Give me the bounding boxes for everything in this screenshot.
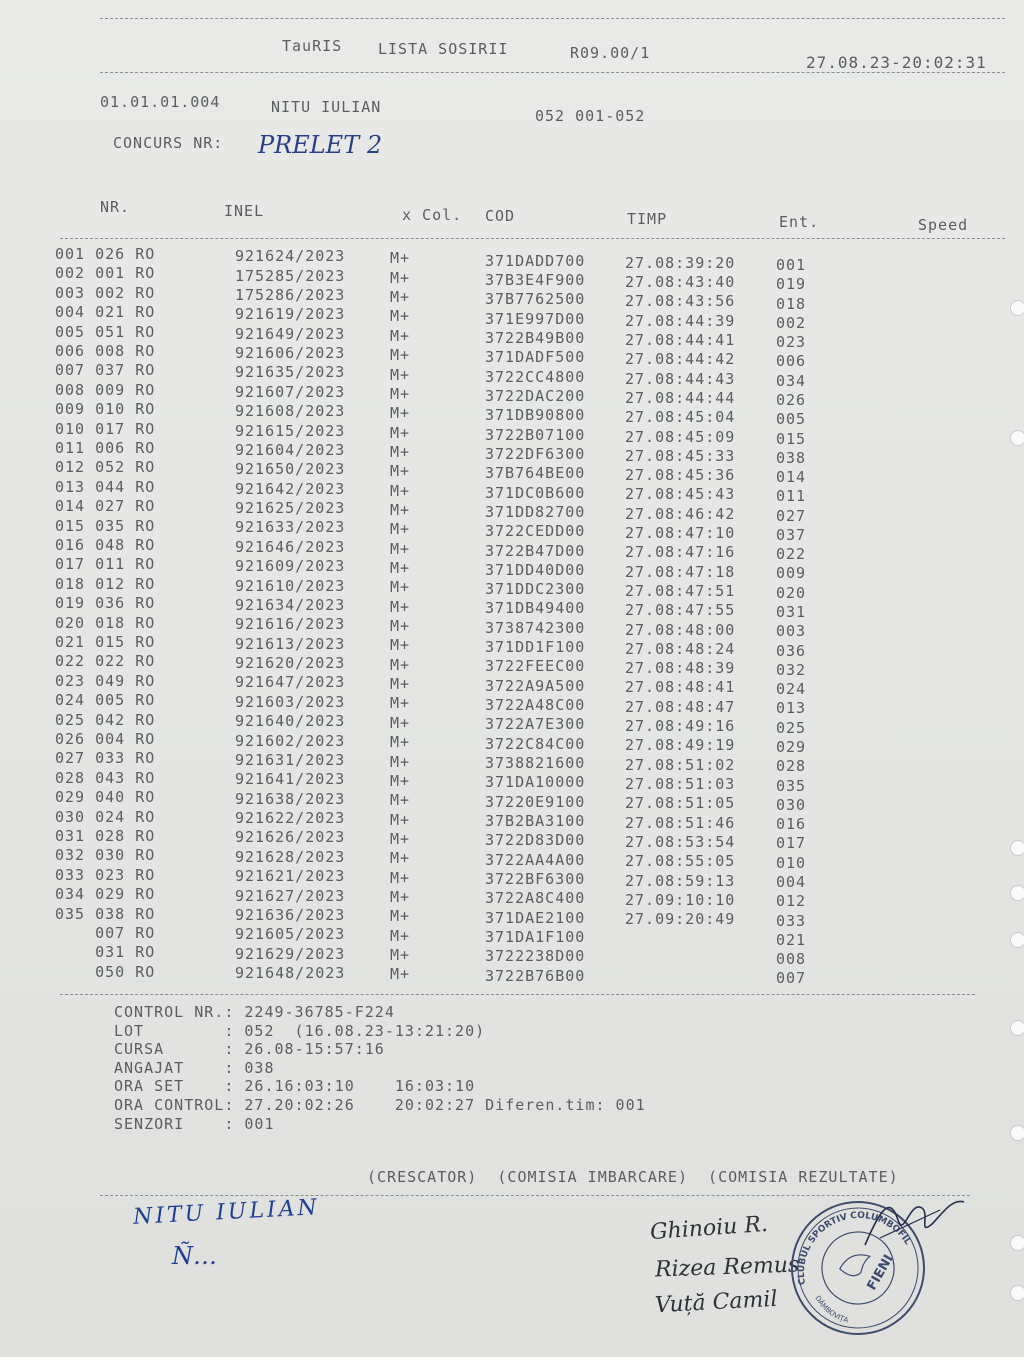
cell-cod: 371DA10000	[485, 773, 586, 792]
cell-nr: 021 015 RO	[55, 633, 156, 651]
cell-inel: 921602/2023	[235, 731, 346, 750]
cell-timp: 27.08:51:46	[625, 813, 736, 832]
cell-col: M+	[390, 829, 411, 848]
report-title: LISTA SOSIRII	[378, 40, 509, 58]
cell-timp: 27.08:59:13	[625, 871, 736, 890]
cell-timp: 27.08:44:39	[625, 311, 736, 330]
cell-ent: 011	[776, 487, 807, 506]
cell-col: M+	[390, 810, 411, 829]
table-row	[0, 652, 1000, 679]
cell-col: M+	[390, 713, 411, 732]
cell-nr: 024 005 RO	[55, 691, 156, 710]
cell-cod: 37B764BE00	[485, 464, 586, 483]
cell-inel: 921607/2023	[235, 382, 346, 401]
cell-col: M+	[390, 326, 411, 345]
cell-col: M+	[390, 752, 411, 771]
cell-col: M+	[390, 771, 411, 790]
cell-ent: 028	[776, 757, 807, 776]
control-line: ORA SET : 26.16:03:10 16:03:10	[114, 1077, 476, 1096]
divider	[100, 72, 1005, 73]
cell-nr: 014 027 RO	[55, 497, 156, 516]
cell-ent: 027	[776, 506, 807, 525]
cell-col: M+	[390, 597, 411, 616]
cell-nr: 027 033 RO	[55, 749, 156, 768]
cell-col: M+	[390, 946, 411, 965]
cell-timp: 27.09:20:49	[625, 910, 736, 929]
cell-ent: 029	[776, 738, 807, 756]
table-row	[0, 962, 1000, 988]
cell-timp: 27.09:10:10	[625, 890, 736, 909]
table-row	[0, 730, 1000, 756]
cell-inel: 921638/2023	[235, 789, 346, 808]
cell-ent: 034	[776, 371, 807, 390]
cell-cod: 371DB90800	[485, 406, 586, 425]
signature-roles: (CRESCATOR) (COMISIA IMBARCARE) (COMISIA REZULTATE)	[367, 1168, 899, 1186]
cell-col: M+	[390, 965, 411, 984]
control-line: LOT : 052 (16.08.23-13:21:20)	[114, 1021, 486, 1040]
printed-at: 27.08.23-20:02:31	[806, 53, 987, 72]
cell-timp: 27.08:44:42	[625, 350, 736, 369]
cell-col: M+	[390, 791, 411, 810]
cell-ent: 030	[776, 795, 807, 814]
cell-timp: 27.08:46:42	[625, 504, 736, 523]
cell-ent: 023	[776, 333, 807, 352]
commission-signature-2: Rizea Remus	[654, 1252, 800, 1283]
cell-cod: 37220E9100	[485, 792, 586, 811]
breeder-name-handwritten: NITU IULIAN	[132, 1195, 321, 1230]
cell-cod: 3722BF6300	[485, 870, 586, 889]
stamp-center-text: FIENI	[864, 1252, 897, 1293]
cell-cod: 3722B47D00	[485, 541, 586, 560]
cell-ent: 008	[776, 950, 807, 969]
cell-cod: 371DD1F100	[485, 638, 586, 657]
cell-ent: 012	[776, 892, 807, 911]
cell-cod: 3722B49B00	[485, 328, 586, 347]
signature-scribble	[860, 1190, 970, 1260]
cell-inel: 921640/2023	[235, 712, 346, 731]
cell-timp: 27.08:45:43	[625, 485, 736, 504]
cell-timp: 27.08:45:09	[625, 427, 736, 446]
cell-nr: 033 023 RO	[55, 865, 156, 884]
cell-ent: 010	[776, 853, 807, 872]
cell-timp: 27.08:44:43	[625, 369, 736, 388]
cell-col: M+	[390, 288, 411, 307]
cell-timp: 27.08:45:33	[625, 446, 736, 465]
cell-nr: 002 001 RO	[55, 264, 156, 283]
member-name: NITU IULIAN	[271, 98, 382, 116]
cell-inel: 921622/2023	[235, 809, 346, 828]
table-row	[0, 439, 1000, 467]
cell-col: M+	[390, 442, 411, 461]
cell-timp: 27.08:48:47	[625, 697, 736, 716]
control-line: ORA CONTROL: 27.20:02:26 20:02:27 Diferen.tim: 001	[114, 1096, 646, 1114]
cell-col: M+	[390, 694, 411, 713]
report-code: R09.00/1	[570, 44, 651, 62]
cell-inel: 921629/2023	[235, 944, 346, 963]
cell-col: M+	[390, 733, 411, 752]
pigeon-range: 052 001-052	[535, 107, 646, 125]
cell-cod: 3722238D00	[485, 947, 586, 966]
cell-ent: 017	[776, 834, 807, 853]
cell-timp: 27.08:49:16	[625, 717, 736, 736]
cell-cod: 371DADD700	[485, 251, 586, 270]
breeder-signature: Ñ…	[172, 1242, 217, 1270]
table-row	[0, 594, 1000, 622]
cell-col: M+	[390, 636, 411, 655]
cell-cod: 3722A8C400	[485, 889, 586, 908]
cell-ent: 031	[776, 603, 807, 622]
contest-label: CONCURS NR:	[113, 134, 224, 152]
cell-timp: 27.08:47:16	[625, 543, 736, 562]
cell-ent: 007	[776, 969, 807, 988]
cell-inel: 921646/2023	[235, 537, 346, 556]
table-row	[0, 497, 1000, 525]
cell-cod: 3722A7E300	[485, 715, 586, 734]
control-line: ANGAJAT : 038	[114, 1058, 275, 1077]
cell-inel: 921625/2023	[235, 499, 346, 518]
cell-col: M+	[390, 849, 411, 868]
divider	[60, 994, 975, 995]
perforation-hole	[1010, 1020, 1024, 1036]
cell-inel: 921648/2023	[235, 964, 346, 983]
cell-inel: 921633/2023	[235, 518, 346, 537]
cell-nr: 019 036 RO	[55, 594, 156, 613]
stamp-bottom-text: DÂMBOVIȚA	[813, 1294, 850, 1325]
cell-timp: 27.08:51:05	[625, 794, 736, 813]
cell-cod: 3722AA4A00	[485, 850, 586, 869]
table-row	[0, 516, 1000, 544]
cell-col: M+	[390, 578, 411, 597]
cell-cod: 371DA1F100	[485, 928, 586, 947]
cell-cod: 37B2BA3100	[485, 812, 586, 831]
cell-cod: 371DDC2300	[485, 580, 586, 599]
cell-nr: 001 026 RO	[55, 245, 156, 263]
cell-nr: 018 012 RO	[55, 574, 156, 593]
cell-col: M+	[390, 481, 411, 500]
cell-ent: 006	[776, 352, 807, 371]
cell-col: M+	[390, 559, 411, 578]
cell-cod: 371DC0B600	[485, 483, 586, 502]
cell-col: M+	[390, 307, 411, 326]
cell-col: M+	[390, 617, 411, 636]
cell-nr: 023 049 RO	[55, 671, 156, 690]
table-row	[0, 846, 1000, 872]
column-timp: TIMP	[627, 210, 668, 228]
cell-nr: 007 037 RO	[55, 361, 156, 380]
cell-cod: 3722B07100	[485, 425, 586, 444]
cell-nr: 010 017 RO	[55, 419, 156, 438]
cell-timp: 27.08:45:36	[625, 466, 736, 485]
cell-nr: 004 021 RO	[55, 303, 156, 322]
table-row	[0, 536, 1000, 564]
cell-ent: 014	[776, 468, 807, 487]
cell-inel: 921635/2023	[235, 363, 346, 382]
column-inel: INEL	[224, 202, 265, 220]
column-cod: COD	[485, 207, 516, 225]
cell-timp: 27.08:43:40	[625, 273, 736, 292]
cell-timp: 27.08:47:18	[625, 562, 736, 581]
table-row	[0, 633, 1000, 660]
cell-col: M+	[390, 462, 411, 481]
cell-col: M+	[390, 268, 411, 287]
cell-ent: 037	[776, 525, 807, 544]
cell-timp: 27.08:55:05	[625, 852, 736, 871]
cell-inel: 921631/2023	[235, 750, 346, 769]
cell-col: M+	[390, 423, 411, 442]
cell-inel: 921608/2023	[235, 402, 346, 421]
table-row	[0, 749, 1000, 776]
cell-timp: 27.08:48:24	[625, 639, 736, 658]
cell-ent: 018	[776, 294, 807, 313]
perforation-hole	[1010, 300, 1024, 316]
cell-nr: 006 008 RO	[55, 342, 156, 360]
perforation-hole	[1010, 1125, 1024, 1141]
cell-cod: 3722DF6300	[485, 444, 586, 463]
cell-inel: 921620/2023	[235, 654, 346, 673]
cell-ent: 016	[776, 815, 807, 834]
cell-cod: 3722C84C00	[485, 734, 586, 753]
program-name: TauRIS	[282, 37, 343, 55]
cell-timp: 27.08:43:56	[625, 292, 736, 311]
divider	[60, 238, 1005, 239]
cell-nr: 031 028 RO	[55, 827, 156, 845]
cell-ent: 003	[776, 622, 807, 641]
cell-nr: 016 048 RO	[55, 536, 156, 554]
cell-col: M+	[390, 404, 411, 423]
cell-cod: 3722CEDD00	[485, 522, 586, 541]
cell-ent: 026	[776, 390, 807, 409]
cell-inel: 921621/2023	[235, 867, 346, 886]
cell-nr: 031 RO	[55, 943, 156, 962]
cell-timp: 27.08:48:39	[625, 659, 736, 678]
cell-nr: 032 030 RO	[55, 846, 156, 865]
cell-timp: 27.08:44:44	[625, 388, 736, 407]
cell-nr: 030 024 RO	[55, 807, 156, 826]
cell-inel: 921603/2023	[235, 692, 346, 711]
cell-ent: 033	[776, 911, 807, 930]
cell-timp: 27.08:48:41	[625, 678, 736, 697]
table-row	[0, 613, 1000, 641]
cell-col: M+	[390, 384, 411, 403]
control-line: SENZORI : 001	[114, 1114, 275, 1133]
table-row	[0, 574, 1000, 602]
cell-inel: 921642/2023	[235, 479, 346, 498]
cell-nr: 025 042 RO	[55, 710, 156, 729]
commission-signature-1: Ghinoiu R.	[649, 1211, 769, 1246]
cell-ent: 001	[776, 256, 807, 274]
cell-ent: 004	[776, 872, 807, 891]
table-row	[0, 710, 1000, 737]
cell-inel: 921615/2023	[235, 421, 346, 440]
cell-cod: 3722B76B00	[485, 966, 586, 985]
cell-col: M+	[390, 868, 411, 887]
perforation-hole	[1010, 1285, 1024, 1301]
cell-ent: 035	[776, 776, 807, 795]
table-row	[0, 807, 1000, 834]
cell-inel: 921610/2023	[235, 576, 346, 595]
cell-inel: 921609/2023	[235, 557, 346, 576]
column-speed: Speed	[918, 216, 969, 234]
cell-cod: 3722D83D00	[485, 831, 586, 850]
cell-ent: 025	[776, 718, 807, 737]
cell-cod: 3738821600	[485, 754, 586, 773]
cell-cod: 3722FEEC00	[485, 657, 586, 676]
cell-ent: 022	[776, 545, 807, 564]
column-nr: NR.	[100, 198, 131, 216]
cell-ent: 005	[776, 410, 807, 429]
cell-inel: 175286/2023	[235, 285, 346, 304]
cell-nr: 009 010 RO	[55, 400, 156, 419]
cell-inel: 921616/2023	[235, 615, 346, 634]
cell-timp: 27.08:47:51	[625, 581, 736, 600]
cell-col: M+	[390, 539, 411, 558]
cell-ent: 002	[776, 313, 807, 332]
cell-inel: 921634/2023	[235, 595, 346, 614]
cell-ent: 013	[776, 699, 807, 718]
cell-ent: 015	[776, 429, 807, 448]
cell-inel: 921628/2023	[235, 847, 346, 866]
perforation-hole	[1010, 1235, 1024, 1251]
table-row	[0, 768, 1000, 795]
cell-cod: 3738742300	[485, 618, 586, 637]
cell-col: M+	[390, 907, 411, 926]
cell-inel: 921649/2023	[235, 324, 346, 343]
cell-ent: 038	[776, 448, 807, 467]
table-row	[0, 885, 1000, 911]
cell-timp: 27.08:44:41	[625, 331, 736, 349]
table-row	[0, 691, 1000, 718]
cell-nr: 012 052 RO	[55, 458, 156, 477]
cell-timp: 27.08:49:19	[625, 736, 736, 755]
cell-inel: 921626/2023	[235, 828, 346, 847]
cell-timp: 27.08:51:02	[625, 755, 736, 774]
cell-cod: 371DADF500	[485, 348, 586, 367]
cell-nr: 050 RO	[55, 962, 156, 981]
contest-value-handwritten: PRELET 2	[258, 131, 383, 159]
perforation-hole	[1010, 885, 1024, 901]
perforation-hole	[1010, 430, 1024, 446]
cell-inel: 921624/2023	[235, 247, 346, 266]
cell-cod: 3722CC4800	[485, 367, 586, 386]
cell-inel: 921641/2023	[235, 770, 346, 789]
cell-timp: 27.08:48:00	[625, 620, 736, 639]
table-row	[0, 827, 1000, 853]
cell-nr: 013 044 RO	[55, 477, 156, 496]
cell-inel: 921636/2023	[235, 905, 346, 924]
cell-inel: 921604/2023	[235, 440, 346, 459]
table-row	[0, 671, 1000, 699]
cell-timp: 27.08:47:55	[625, 601, 736, 620]
cell-inel: 921619/2023	[235, 305, 346, 324]
cell-cod: 371DD82700	[485, 502, 586, 521]
cell-cod: 37B7762500	[485, 290, 586, 309]
cell-cod: 37B3E4F900	[485, 270, 586, 289]
cell-nr: 026 004 RO	[55, 730, 156, 748]
cell-cod: 3722A48C00	[485, 696, 586, 715]
table-row	[0, 943, 1000, 969]
cell-cod: 3722A9A500	[485, 676, 586, 695]
cell-ent: 020	[776, 583, 807, 602]
cell-inel: 921606/2023	[235, 344, 346, 363]
cell-inel: 921627/2023	[235, 886, 346, 905]
member-id: 01.01.01.004	[100, 93, 221, 111]
cell-inel: 921613/2023	[235, 634, 346, 653]
cell-inel: 175285/2023	[235, 266, 346, 285]
cell-ent: 036	[776, 641, 807, 660]
cell-timp: 27.08:47:10	[625, 524, 736, 543]
cell-timp: 27.08:51:03	[625, 775, 736, 793]
table-row	[0, 904, 1000, 930]
cell-inel: 921605/2023	[235, 925, 346, 944]
cell-inel: 921647/2023	[235, 673, 346, 692]
cell-nr: 029 040 RO	[55, 788, 156, 807]
perforation-hole	[1010, 932, 1024, 948]
cell-nr: 034 029 RO	[55, 885, 156, 904]
cell-nr: 015 035 RO	[55, 516, 156, 535]
cell-nr: 035 038 RO	[55, 904, 156, 923]
cell-nr: 017 011 RO	[55, 555, 156, 574]
table-row	[0, 865, 1000, 891]
cell-cod: 371E997D00	[485, 309, 586, 328]
cell-nr: 007 RO	[55, 924, 156, 942]
column-ent: Ent.	[779, 213, 820, 231]
cell-nr: 028 043 RO	[55, 768, 156, 787]
divider	[100, 18, 1005, 19]
cell-nr: 020 018 RO	[55, 613, 156, 632]
commission-signature-3: Vuță Camil	[654, 1286, 779, 1319]
cell-cod: 371DD40D00	[485, 560, 586, 579]
cell-col: M+	[390, 365, 411, 384]
cell-col: M+	[390, 520, 411, 539]
cell-col: M+	[390, 249, 411, 268]
stamp-outer-text: CLUBUL SPORTIV COLUMBOFIL	[796, 1210, 913, 1286]
control-line: CURSA : 26.08-15:57:16	[114, 1040, 385, 1059]
cell-nr: 005 051 RO	[55, 322, 156, 341]
cell-ent: 019	[776, 275, 807, 294]
cell-ent: 024	[776, 680, 807, 699]
cell-nr: 003 002 RO	[55, 283, 156, 302]
cell-col: M+	[390, 500, 411, 519]
cell-timp: 27.08:45:04	[625, 408, 736, 427]
cell-nr: 022 022 RO	[55, 652, 156, 671]
cell-col: M+	[390, 675, 411, 694]
cell-ent: 032	[776, 660, 807, 679]
cell-ent: 021	[776, 930, 807, 949]
cell-cod: 371DB49400	[485, 599, 586, 618]
table-row	[0, 788, 1000, 814]
control-line: CONTROL NR.: 2249-36785-F224	[114, 1003, 395, 1021]
cell-inel: 921650/2023	[235, 460, 346, 479]
cell-nr: 008 009 RO	[55, 380, 156, 399]
cell-cod: 3722DAC200	[485, 386, 586, 405]
table-row	[0, 555, 1000, 583]
cell-cod: 371DAE2100	[485, 908, 586, 927]
cell-timp: 27.08:39:20	[625, 253, 736, 272]
column-col: x Col.	[402, 206, 463, 224]
table-row	[0, 924, 1000, 949]
cell-ent: 009	[776, 564, 807, 583]
cell-col: M+	[390, 926, 411, 945]
cell-timp: 27.08:53:54	[625, 832, 736, 851]
cell-col: M+	[390, 655, 411, 674]
cell-nr: 011 006 RO	[55, 439, 156, 457]
perforation-hole	[1010, 840, 1024, 856]
cell-col: M+	[390, 346, 411, 365]
cell-col: M+	[390, 888, 411, 906]
